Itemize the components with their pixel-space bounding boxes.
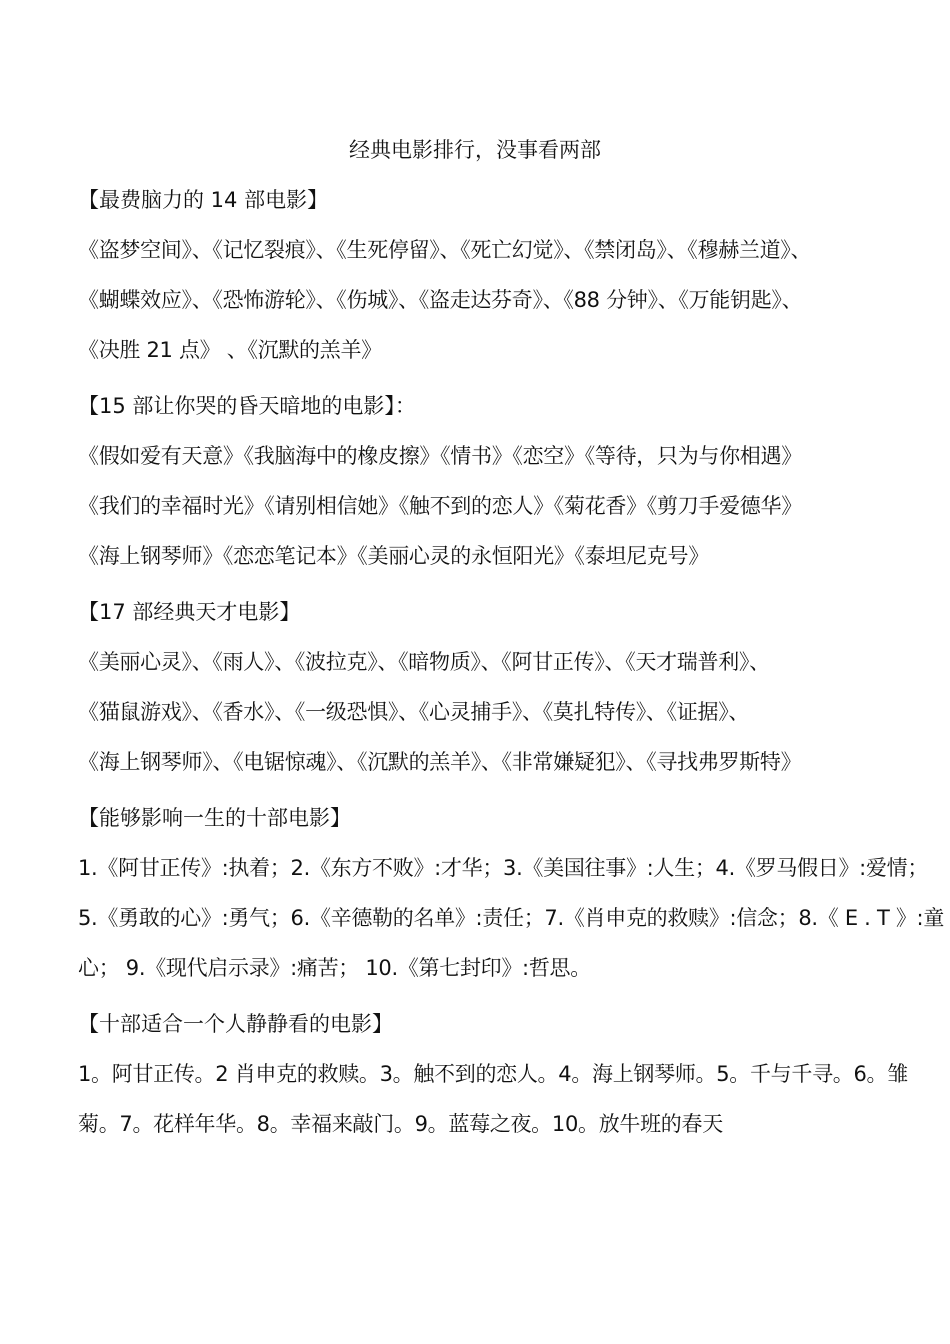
section-life-changing-movies bbox=[78, 799, 945, 987]
paragraph-line: 1.《阿甘正传》:执着；2.《东方不败》:才华；3.《美国往事》:人生；4.《罗马假日》:爱情； bbox=[78, 856, 929, 880]
paragraph-line: 《海上钢琴师》《恋恋笔记本》《美丽心灵的永恒阳光》《泰坦尼克号》 bbox=[78, 544, 709, 568]
paragraph-line: 5.《勇敢的心》:勇气；6.《辛德勒的名单》:责任；7.《肖申克的救赎》:信念；8.《 E . T 》:童 bbox=[78, 906, 945, 930]
section-heading: 【15 部让你哭的昏天暗地的电影】： bbox=[78, 394, 416, 418]
section-heading: 【能够影响一生的十部电影】 bbox=[78, 806, 351, 830]
paragraph-line: 《美丽心灵》、《雨人》、《波拉克》、《暗物质》、《阿甘正传》、《天才瑞普利》、 bbox=[78, 650, 770, 674]
paragraph-line: 《我们的幸福时光》《请别相信她》《触不到的恋人》《菊花香》《剪刀手爱德华》 bbox=[78, 494, 802, 518]
section-heading: 【最费脑力的 14 部电影】 bbox=[78, 188, 329, 212]
paragraph-line: 《海上钢琴师》、《电锯惊魂》、《沉默的羔羊》、《非常嫌疑犯》、《寻找弗罗斯特》 bbox=[78, 750, 802, 774]
document-title: 经典电影排行，没事看两部 bbox=[349, 138, 601, 162]
paragraph-line: 1。阿甘正传。2 肖申克的救赎。3。触不到的恋人。4。海上钢琴师。5。千与千寻。6。雏 bbox=[78, 1062, 908, 1086]
section-heading: 【十部适合一个人静静看的电影】 bbox=[78, 1012, 393, 1036]
paragraph-line: 《蝴蝶效应》、《恐怖游轮》、《伤城》、《盗走达芬奇》、《88 分钟》、《万能钥匙》、 bbox=[78, 288, 803, 312]
section-genius-movies bbox=[78, 593, 890, 781]
section-brain-burning-movies bbox=[78, 181, 890, 369]
section-tearjerker-movies bbox=[78, 387, 890, 575]
paragraph-line: 《决胜 21 点》 、《沉默的羔羊》 bbox=[78, 338, 382, 362]
paragraph-line: 《盗梦空间》、《记忆裂痕》、《生死停留》、《死亡幻觉》、《禁闭岛》、《穆赫兰道》、 bbox=[78, 238, 812, 262]
paragraph-line: 心； 9.《现代启示录》:痛苦； 10.《第七封印》:哲思。 bbox=[78, 956, 591, 980]
paragraph-line: 《假如爱有天意》《我脑海中的橡皮擦》《情书》《恋空》《等待，只为与你相遇》 bbox=[78, 444, 802, 468]
paragraph-line: 菊。7。花样年华。8。幸福来敲门。9。蓝莓之夜。10。放牛班的春天 bbox=[78, 1112, 723, 1136]
section-heading: 【17 部经典天才电影】 bbox=[78, 600, 301, 624]
paragraph-line: 《猫鼠游戏》、《香水》、《一级恐惧》、《心灵捕手》、《莫扎特传》、《证据》、 bbox=[78, 700, 750, 724]
document-body bbox=[78, 181, 945, 1161]
section-solo-watch-movies bbox=[78, 1005, 908, 1143]
